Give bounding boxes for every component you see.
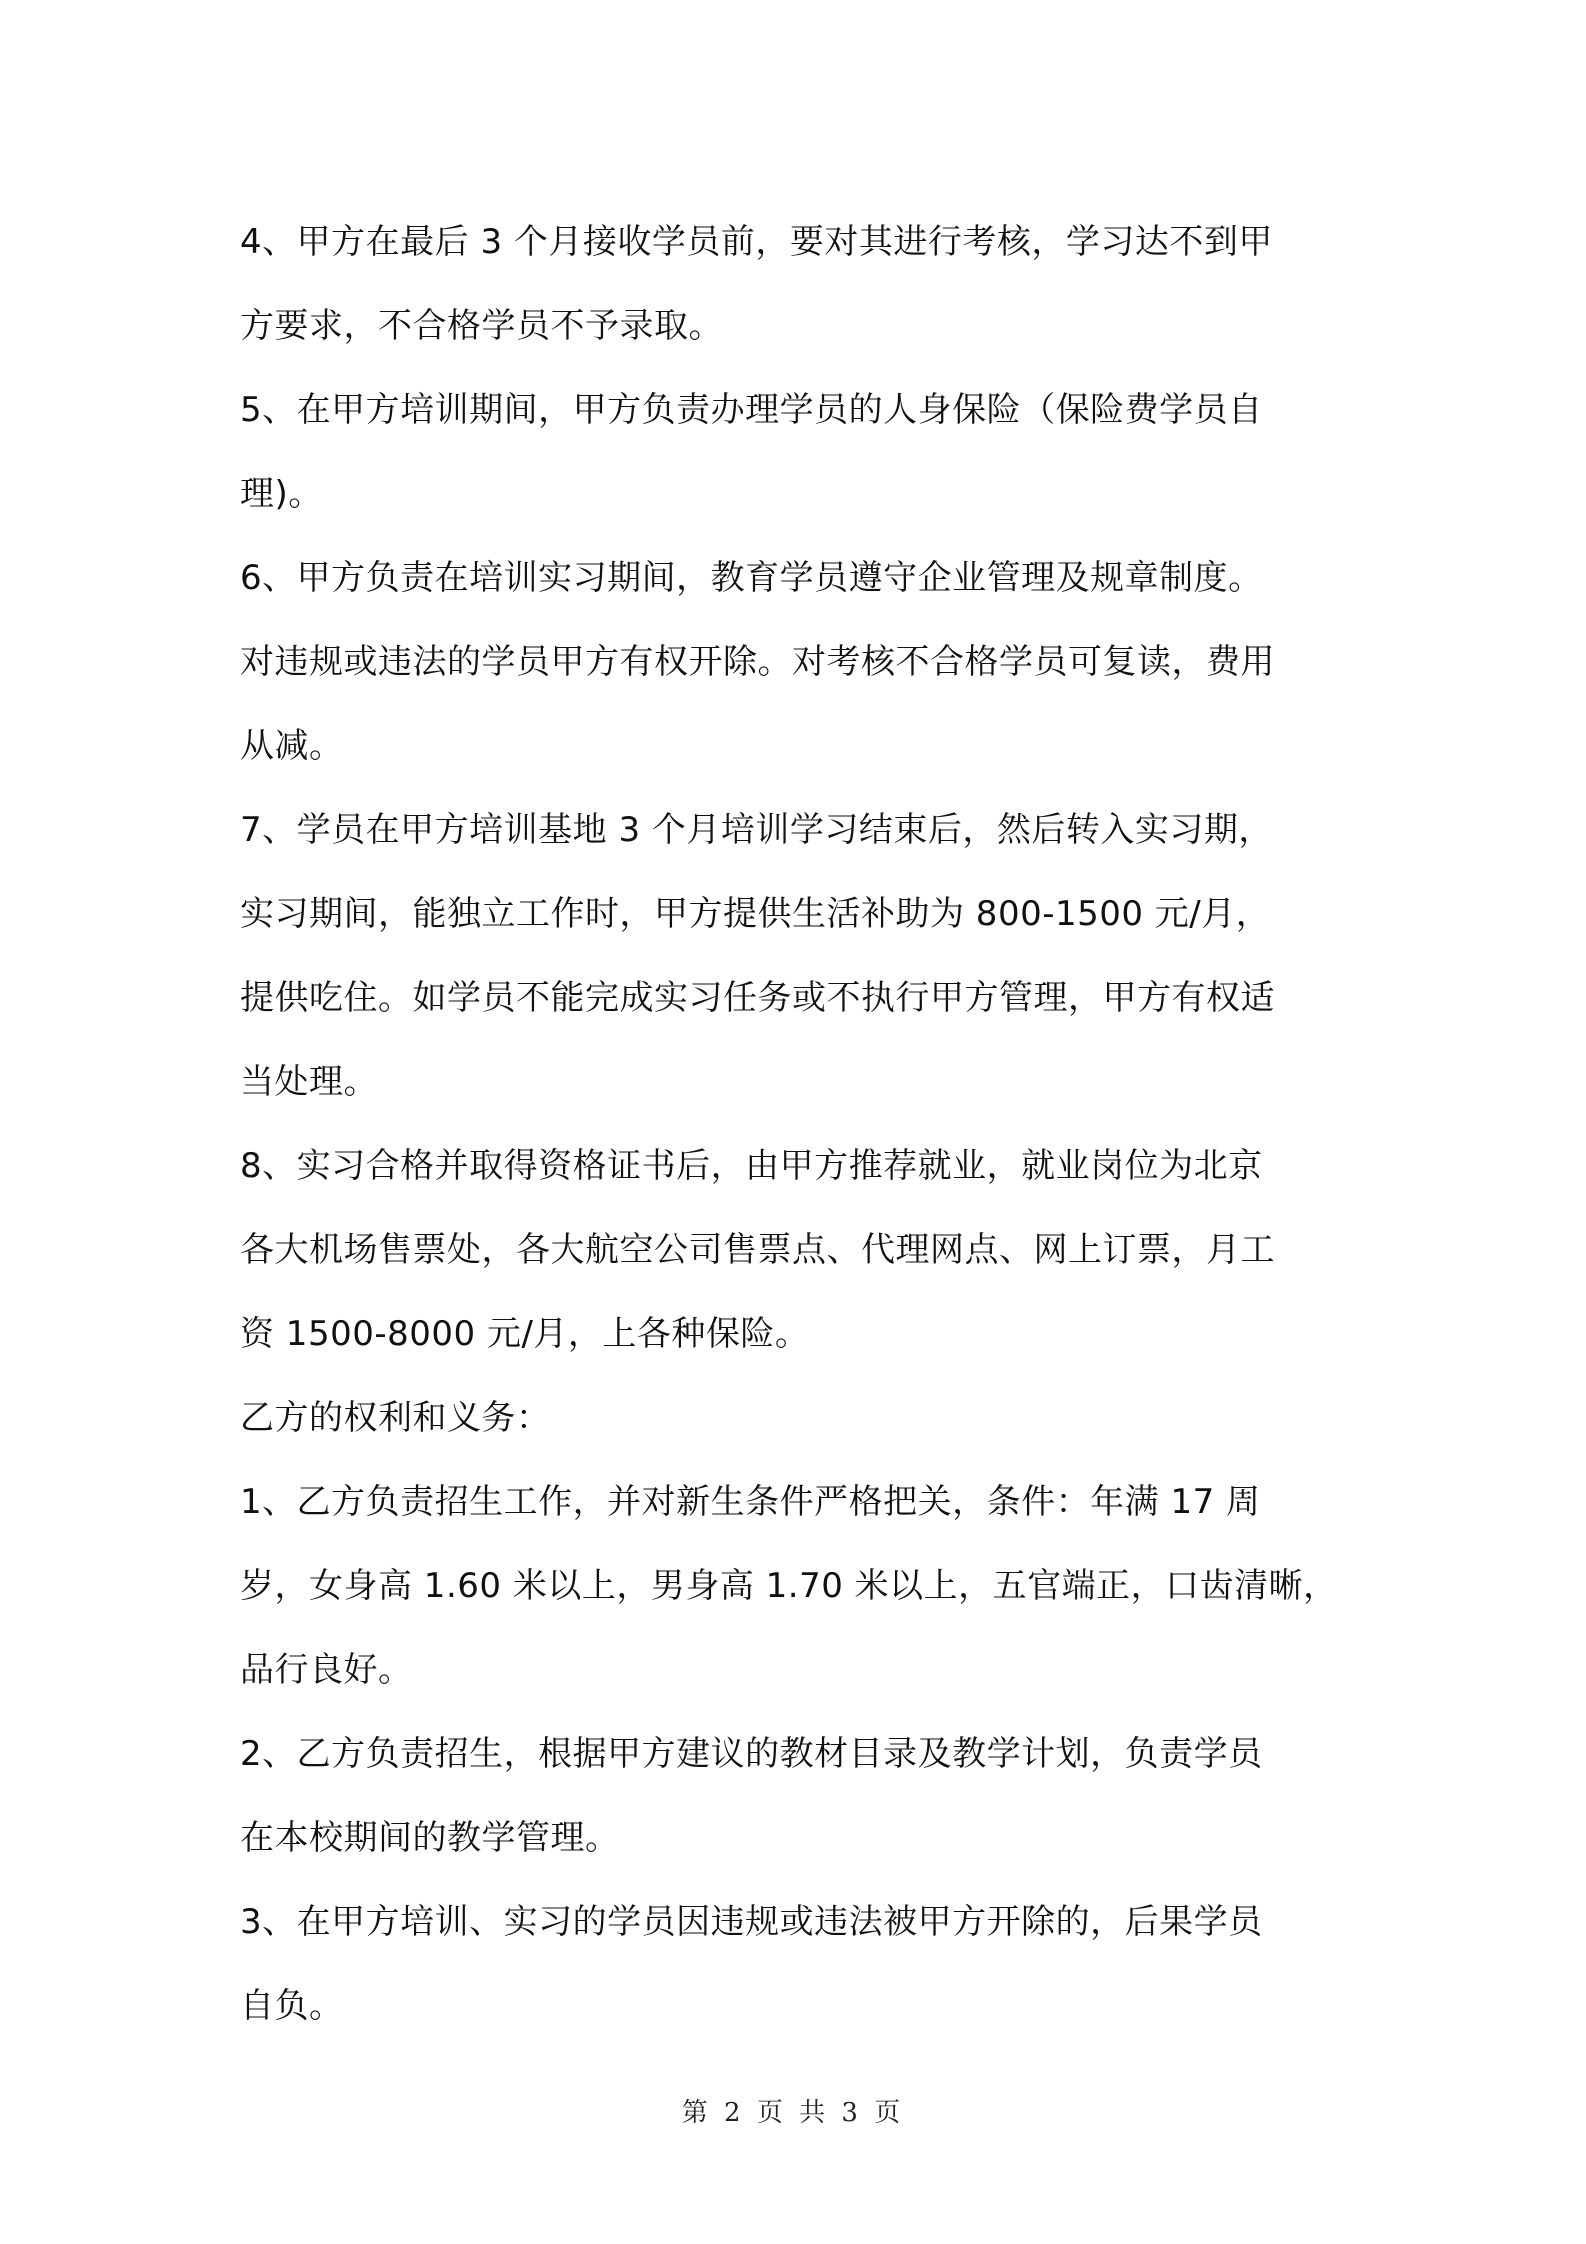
text-line: 从减。 — [240, 726, 344, 766]
text-line: 资 1500-8000 元/月，上各种保险。 — [240, 1314, 810, 1354]
text-line: 方要求，不合格学员不予录取。 — [240, 306, 723, 346]
page-number-footer: 第 2 页 共 3 页 — [681, 2098, 905, 2128]
text-line: 6、甲方负责在培训实习期间，教育学员遵守企业管理及规章制度。 — [240, 558, 1263, 598]
text-line: 对违规或违法的学员甲方有权开除。对考核不合格学员可复读，费用 — [240, 642, 1275, 682]
text-line: 3、在甲方培训、实习的学员因违规或违法被甲方开除的，后果学员 — [240, 1902, 1263, 1942]
text-line: 岁，女身高 1.60 米以上，男身高 1.70 米以上，五官端正，口齿清晰， — [240, 1566, 1338, 1606]
section-heading: 乙方的权利和义务： — [240, 1398, 551, 1438]
text-line: 4、甲方在最后 3 个月接收学员前，要对其进行考核，学习达不到甲 — [240, 222, 1273, 262]
text-line: 在本校期间的教学管理。 — [240, 1818, 620, 1858]
text-line: 7、学员在甲方培训基地 3 个月培训学习结束后，然后转入实习期， — [240, 810, 1273, 850]
text-line: 当处理。 — [240, 1062, 378, 1102]
text-line: 自负。 — [240, 1986, 344, 2026]
text-line: 1、乙方负责招生工作，并对新生条件严格把关，条件：年满 17 周 — [240, 1482, 1261, 1522]
text-line: 理)。 — [240, 474, 323, 514]
text-line: 提供吃住。如学员不能完成实习任务或不执行甲方管理，甲方有权适 — [240, 978, 1275, 1018]
text-line: 各大机场售票处，各大航空公司售票点、代理网点、网上订票，月工 — [240, 1230, 1275, 1270]
text-line: 5、在甲方培训期间，甲方负责办理学员的人身保险（保险费学员自 — [240, 390, 1263, 430]
text-line: 实习期间，能独立工作时，甲方提供生活补助为 800-1500 元/月， — [240, 894, 1271, 934]
text-line: 2、乙方负责招生，根据甲方建议的教材目录及教学计划，负责学员 — [240, 1734, 1263, 1774]
document-body — [240, 200, 1360, 2048]
text-line: 8、实习合格并取得资格证书后，由甲方推荐就业，就业岗位为北京 — [240, 1146, 1263, 1186]
text-line: 品行良好。 — [240, 1650, 413, 1690]
